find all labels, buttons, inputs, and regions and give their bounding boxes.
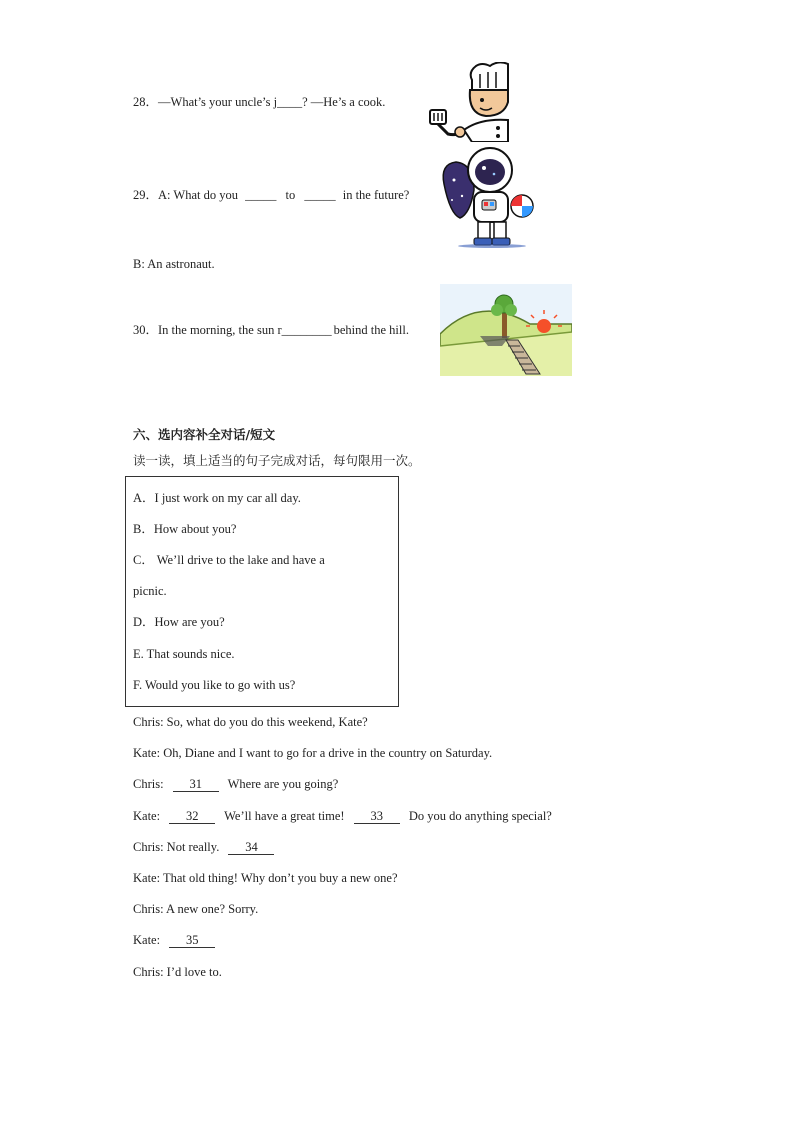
- dialogue-line-6: Kate: That old thing! Why don’t you buy a new one?: [133, 871, 398, 885]
- question-text: behind the hill.: [333, 323, 409, 337]
- dialogue-line-9: Chris: I’d love to.: [133, 965, 222, 979]
- dialogue-line-4: [133, 808, 552, 824]
- answer-blank[interactable]: _____: [304, 188, 336, 202]
- question-number: 28．: [133, 95, 159, 109]
- option-b: B．How about you?: [133, 522, 237, 536]
- option-a: A．I just work on my car all day.: [133, 491, 301, 505]
- option-d: D．How are you?: [133, 615, 225, 629]
- sunrise-hill-illustration: [440, 284, 572, 376]
- blank-32[interactable]: 32: [169, 810, 215, 824]
- answer-text: B: An astronaut.: [133, 257, 215, 271]
- question-text: A: What do you: [158, 188, 238, 202]
- blank-33[interactable]: 33: [354, 810, 400, 824]
- speaker: Kate:: [133, 933, 161, 947]
- blank-31[interactable]: 31: [173, 778, 219, 792]
- dialogue-line-5: [133, 839, 274, 855]
- dialogue-line-7: Chris: A new one? Sorry.: [133, 902, 259, 916]
- section-title: 六、选内容补全对话/短文: [133, 427, 276, 442]
- question-number: 30．: [133, 323, 159, 337]
- question-text: ? —He’s a cook.: [302, 95, 386, 109]
- dialogue-line-2: Kate: Oh, Diane and I want to go for a drive in the country on Saturday.: [133, 746, 493, 760]
- answer-blank[interactable]: ____: [277, 95, 303, 109]
- dialogue-text: Do you do anything special?: [408, 809, 552, 823]
- dialogue-line-1: Chris: So, what do you do this weekend, Kate?: [133, 715, 368, 729]
- option-f: F. Would you like to go with us?: [133, 678, 296, 692]
- blank-34[interactable]: 34: [228, 841, 274, 855]
- dialogue-line-3: [133, 776, 338, 792]
- option-e: E. That sounds nice.: [133, 647, 235, 661]
- answer-blank[interactable]: ________: [281, 323, 332, 337]
- question-text: In the morning, the sun r: [158, 323, 282, 337]
- question-30: [133, 322, 409, 338]
- speaker: Chris:: [133, 777, 164, 791]
- question-text: to: [285, 188, 296, 202]
- question-number: 29．: [133, 188, 159, 202]
- question-text: in the future?: [342, 188, 410, 202]
- question-28: [133, 94, 385, 110]
- option-c: C． We’ll drive to the lake and have a: [133, 553, 325, 567]
- question-text: —What’s your uncle’s j: [158, 95, 278, 109]
- dialogue-text: Where are you going?: [227, 777, 339, 791]
- section-instruction: 读一读，填上适当的句子完成对话，每句限用一次。: [133, 453, 421, 468]
- blank-35[interactable]: 35: [169, 934, 215, 948]
- dialogue-text: We’ll have a great time!: [224, 809, 345, 823]
- option-c-continued: picnic.: [133, 584, 167, 598]
- answer-b: [133, 256, 215, 272]
- question-29: [133, 187, 409, 203]
- astronaut-illustration: [440, 144, 536, 248]
- speaker: Kate:: [133, 809, 161, 823]
- answer-blank[interactable]: _____: [245, 188, 277, 202]
- speaker: Chris: Not really.: [133, 840, 220, 854]
- chef-illustration: [424, 62, 510, 142]
- dialogue-line-8: [133, 932, 215, 948]
